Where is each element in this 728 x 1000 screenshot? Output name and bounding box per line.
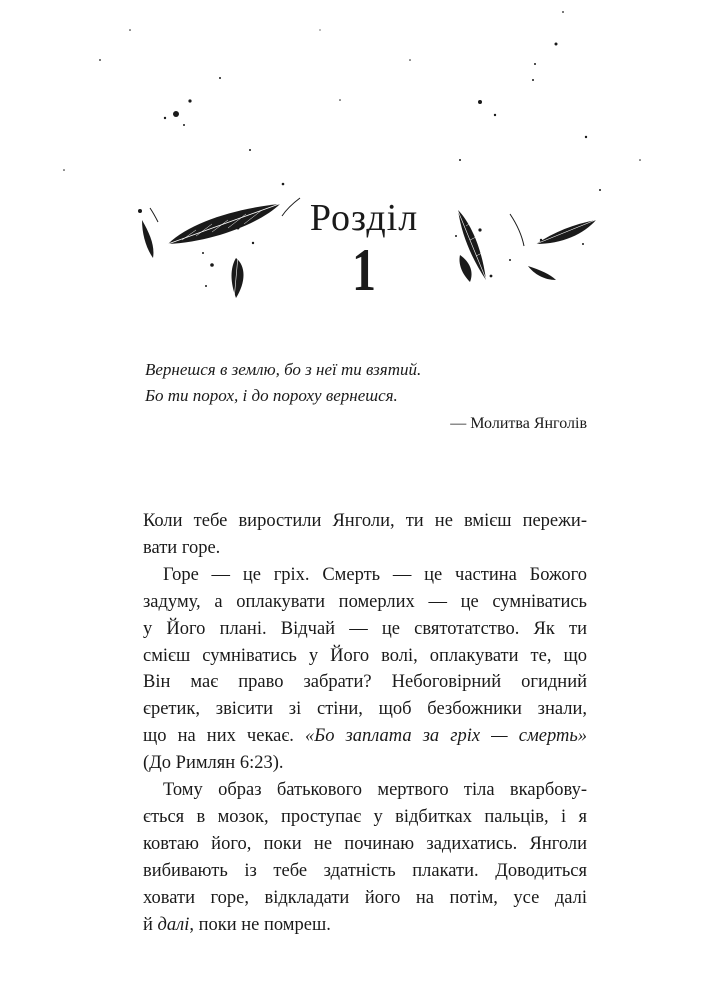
text-line: смієш сумніватись у Його волі, оплакувати те, що bbox=[143, 645, 587, 666]
text-line: Тому образ батькового мертвого тіла вкарбову- bbox=[163, 780, 587, 801]
chapter-body bbox=[143, 508, 587, 939]
text-segment: й bbox=[143, 914, 158, 935]
text-line: Він має право забрати? Небоговірний огидний bbox=[143, 672, 587, 693]
text-line: (До Римлян 6:23). bbox=[143, 753, 284, 774]
epigraph-line: Вернешся в землю, бо з неї ти взятий. bbox=[145, 360, 422, 379]
text-line: вибивають із тебе здатність плакати. Доводиться bbox=[143, 860, 587, 881]
text-line: єретик, звісити зі стіни, щоб безбожники знали, bbox=[143, 699, 587, 720]
text-segment: що на них чекає. bbox=[143, 726, 306, 747]
text-line: задуму, а оплакувати померлих — це сумніватись bbox=[143, 591, 587, 612]
text-line bbox=[143, 723, 587, 750]
paragraph bbox=[143, 508, 587, 562]
paragraph bbox=[143, 562, 587, 777]
text-line: ється в мозок, проступає у відбитках пальців, і я bbox=[143, 806, 587, 827]
text-line: ковтаю його, поки не починаю задихатись. Янголи bbox=[143, 833, 587, 854]
text-line: ховати горе, відкладати його на потім, усе далі bbox=[143, 887, 587, 908]
chapter-number: 1 bbox=[352, 237, 376, 303]
text-line: вати горе. bbox=[143, 537, 221, 558]
epigraph-line: Бо ти порох, і до пороху вернешся. bbox=[145, 386, 398, 405]
text-line: Коли тебе виростили Янголи, ти не вмієш пережи- bbox=[143, 511, 587, 531]
epigraph bbox=[145, 357, 587, 437]
emphasis: далі bbox=[157, 914, 190, 935]
text-line bbox=[143, 912, 587, 939]
text-line: у Його плані. Відчай — це святотатство. Як ти bbox=[143, 618, 587, 639]
text-line: Горе — це гріх. Смерть — це частина Божого bbox=[163, 564, 587, 585]
chapter-heading: Розділ bbox=[309, 197, 419, 239]
scripture-quote: «Бо заплата за гріх — смерть» bbox=[305, 726, 587, 747]
text-segment: , поки не помреш. bbox=[189, 914, 331, 935]
paragraph bbox=[143, 777, 587, 938]
epigraph-attribution: — Молитва Янголів bbox=[450, 415, 587, 432]
